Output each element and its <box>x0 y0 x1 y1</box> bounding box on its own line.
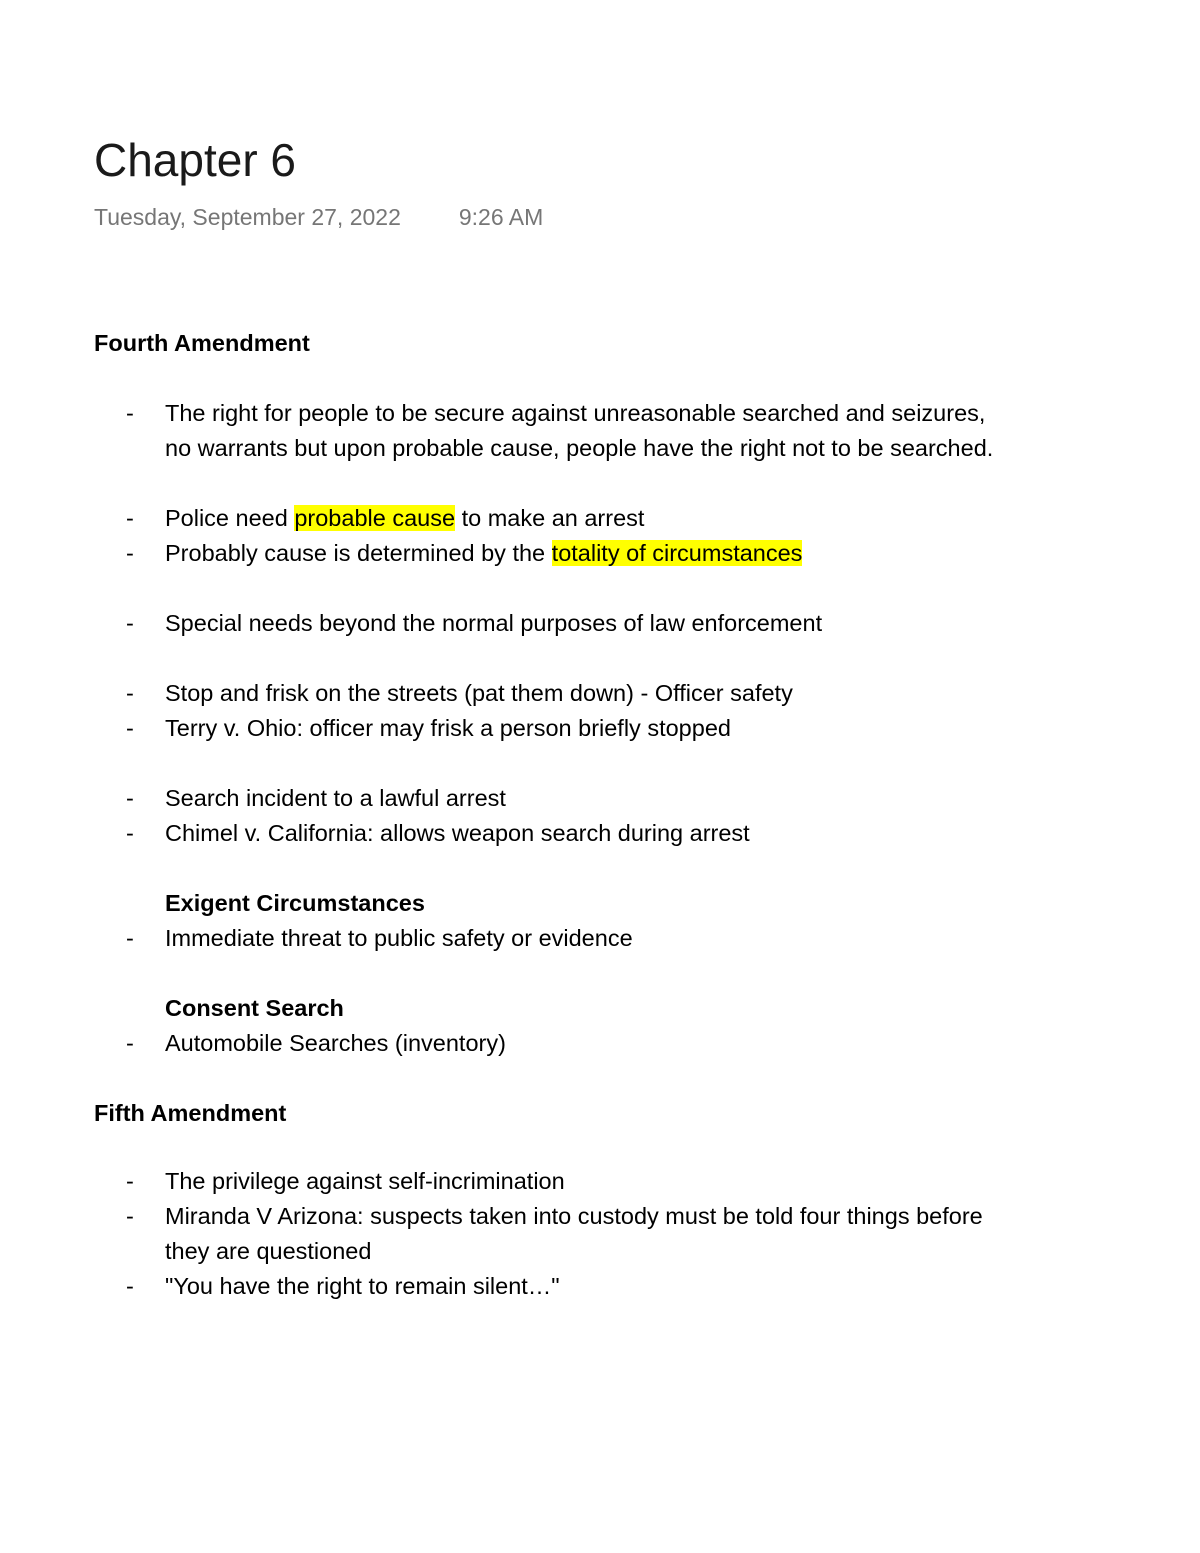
fifth-list <box>94 1164 1154 1304</box>
list-item-text: Probably cause is determined by the <box>165 540 552 566</box>
bullet-dash: - <box>126 400 134 426</box>
bullet-dash: - <box>126 540 134 566</box>
list-item <box>94 921 1154 956</box>
fourth-list-1 <box>94 396 1154 466</box>
list-item-text: Chimel v. California: allows weapon search during arrest <box>165 820 750 846</box>
bullet-dash: - <box>126 785 134 811</box>
heading-exigent-circumstances: Exigent Circumstances <box>165 890 425 916</box>
list-item <box>94 1164 1154 1199</box>
fourth-list-2 <box>94 501 1154 571</box>
list-item <box>94 1199 1154 1269</box>
bullet-dash: - <box>126 1273 134 1299</box>
bullet-dash: - <box>126 925 134 951</box>
note-time: 9:26 AM <box>458 204 544 230</box>
list-item-text: Miranda V Arizona: suspects taken into custody must be told four things before <box>165 1203 983 1229</box>
bullet-dash: - <box>126 1030 134 1056</box>
list-item <box>94 501 1154 536</box>
list-item-text: Terry v. Ohio: officer may frisk a person briefly stopped <box>165 715 731 741</box>
list-item-text: Search incident to a lawful arrest <box>165 785 506 811</box>
list-item-text: Special needs beyond the normal purposes of law enforcement <box>165 610 823 636</box>
bullet-dash: - <box>126 505 134 531</box>
heading-fourth-amendment: Fourth Amendment <box>94 330 310 356</box>
list-item <box>94 676 1154 711</box>
list-item <box>94 606 1154 641</box>
exigent-list <box>94 921 1154 956</box>
list-item-text: Stop and frisk on the streets (pat them down) - Officer safety <box>165 680 793 706</box>
list-item-text: to make an arrest <box>455 505 645 531</box>
highlighted-text: probable cause <box>294 505 456 531</box>
bullet-dash: - <box>126 610 134 636</box>
bullet-dash: - <box>126 680 134 706</box>
page-title: Chapter 6 <box>94 134 297 186</box>
note-page <box>94 132 1154 1304</box>
fourth-list-4 <box>94 676 1154 746</box>
list-item-text: Immediate threat to public safety or evidence <box>165 925 633 951</box>
list-item-text: Automobile Searches (inventory) <box>165 1030 506 1056</box>
highlighted-text: totality of circumstances <box>551 540 803 566</box>
note-meta <box>94 202 1154 232</box>
fourth-list-5 <box>94 781 1154 851</box>
list-item <box>94 781 1154 816</box>
fourth-list-3 <box>94 606 1154 641</box>
list-item <box>94 711 1154 746</box>
heading-fifth-amendment: Fifth Amendment <box>94 1100 287 1126</box>
list-item-text: The right for people to be secure against unreasonable searched and seizures, <box>165 400 986 426</box>
bullet-dash: - <box>126 1168 134 1194</box>
bullet-dash: - <box>126 820 134 846</box>
list-item <box>94 396 1154 466</box>
heading-consent-search: Consent Search <box>165 995 344 1021</box>
consent-list <box>94 1026 1154 1061</box>
bullet-dash: - <box>126 715 134 741</box>
list-item <box>94 536 1154 571</box>
list-item-text: they are questioned <box>165 1238 372 1264</box>
list-item <box>94 816 1154 851</box>
list-item-text: Police need <box>165 505 295 531</box>
list-item-text: no warrants but upon probable cause, people have the right not to be searched. <box>165 435 994 461</box>
list-item <box>94 1026 1154 1061</box>
bullet-dash: - <box>126 1203 134 1229</box>
list-item <box>94 1269 1154 1304</box>
note-date: Tuesday, September 27, 2022 <box>94 204 401 230</box>
list-item-text: The privilege against self-incrimination <box>165 1168 565 1194</box>
list-item-text: "You have the right to remain silent…" <box>165 1273 560 1299</box>
